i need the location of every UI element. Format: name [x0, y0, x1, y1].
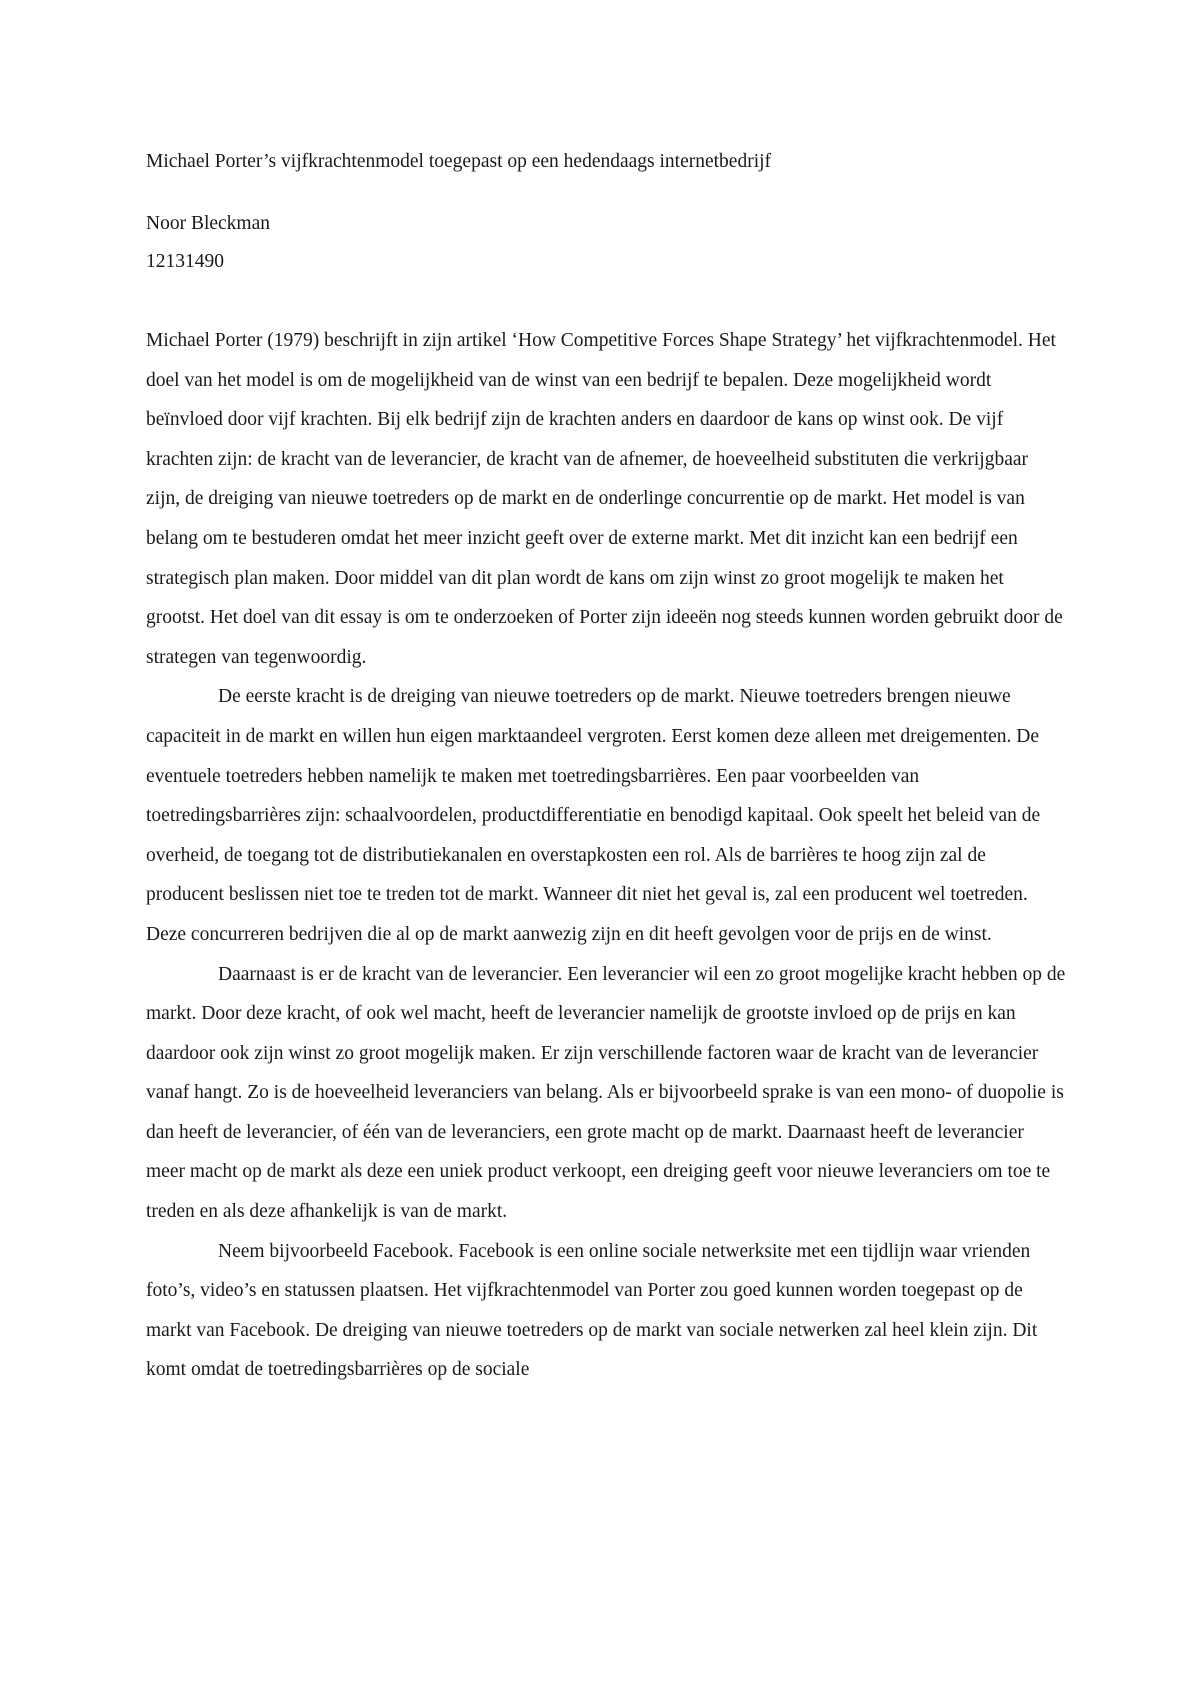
essay-body [146, 321, 1066, 1390]
paragraph-introduction: Michael Porter (1979) beschrijft in zijn artikel ‘How Competitive Forces Shape Strategy’ het vijfkrachtenmodel. Het doel van het model is om de mogelijkheid van de winst van een bedrijf te bepalen. Deze mogelijkheid wordt beïnvloed door vijf krachten. Bij elk bedrijf zijn de krachten anders en daardoor de kans op winst ook. De vijf krachten zijn: de kracht van de leverancier, de kracht van de afnemer, de hoeveelheid substituten die verkrijgbaar zijn, de dreiging van nieuwe toetreders op de markt en de onderlinge concurrentie op de markt. Het model is van belang om te bestuderen omdat het meer inzicht geeft over de externe markt. Met dit inzicht kan een bedrijf een strategisch plan maken. Door middel van dit plan wordt de kans om zijn winst zo groot mogelijk te maken het grootst. Het doel van dit essay is om te onderzoeken of Porter zijn ideeën nog steeds kunnen worden gebruikt door de strategen van tegenwoordig. [146, 330, 1063, 668]
student-number: 12131490 [146, 251, 224, 272]
author-block [146, 205, 1066, 281]
author-name: Noor Bleckman [146, 213, 271, 234]
paragraph-supplier-power: Daarnaast is er de kracht van de leverancier. Een leverancier wil een zo groot mogelijke kracht hebben op de markt. Door deze kracht, of ook wel macht, heeft de leverancier namelijk de grootste invloed op de prijs en kan daardoor ook zijn winst zo groot mogelijk maken. Er zijn verschillende factoren waar de kracht van de leverancier vanaf hangt. Zo is de hoeveelheid leveranciers van belang. Als er bijvoorbeeld sprake is van een mono- of duopolie is dan heeft de leverancier, of één van de leveranciers, een grote macht op de markt. Daarnaast heeft de leverancier meer macht op de markt als deze een uniek product verkoopt, een dreiging geeft voor nieuwe leveranciers om toe te treden en als deze afhankelijk is van de markt. [146, 963, 1066, 1223]
document-title: Michael Porter’s vijfkrachtenmodel toegepast op een hedendaags internetbedrijf [146, 151, 772, 172]
document-content [146, 143, 1066, 1390]
paragraph-new-entrants: De eerste kracht is de dreiging van nieuwe toetreders op de markt. Nieuwe toetreders brengen nieuwe capaciteit in de markt en willen hun eigen marktaandeel vergroten. Eerst komen deze alleen met dreigementen. De eventuele toetreders hebben namelijk te maken met toetredingsbarrières. Een paar voorbeelden van toetredingsbarrières zijn: schaalvoordelen, productdifferentiatie en benodigd kapitaal. Ook speelt het beleid van de overheid, de toegang tot de distributiekanalen en overstapkosten een rol. Als de barrières te hoog zijn zal de producent beslissen niet toe te treden tot de markt. Wanneer dit niet het geval is, zal een producent wel toetreden. Deze concurreren bedrijven die al op de markt aanwezig zijn en dit heeft gevolgen voor de prijs en de winst. [146, 686, 1041, 945]
paragraph-facebook-example: Neem bijvoorbeeld Facebook. Facebook is een online sociale netwerksite met een tijdlijn waar vrienden foto’s, video’s en statussen plaatsen. Het vijfkrachtenmodel van Porter zou goed kunnen worden toegepast op de markt van Facebook. De dreiging van nieuwe toetreders op de markt van sociale netwerken zal heel klein zijn. Dit komt omdat de toetredingsbarrières op de sociale [146, 1240, 1038, 1381]
